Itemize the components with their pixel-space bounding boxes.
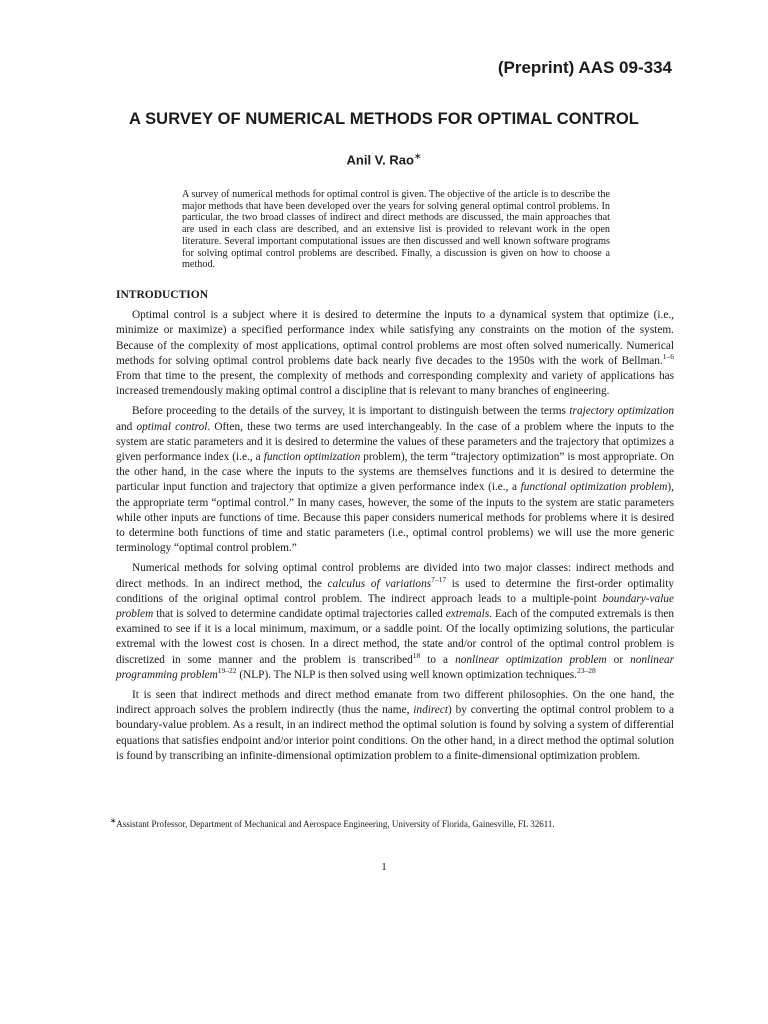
footnote-mark: ∗ bbox=[110, 816, 117, 825]
abstract: A survey of numerical methods for optimal control is given. The objective of the article is to describe the major methods that have been developed over the years for solving general optimal control problems. In particular, the two broad classes of indirect and direct methods are discussed, the main approaches that are used in each class are described, and an extensive list is provided to relevant work in the open literature. Several important computational issues are then discussed and well known software programs for solving optimal control problems are described. Finally, a discussion is given on how to choose a method. bbox=[182, 189, 610, 271]
author-line bbox=[0, 151, 768, 167]
author-name: Anil V. Rao bbox=[346, 152, 414, 168]
p3-term-nonlinear-programming: nonlinear programming problem bbox=[116, 653, 675, 681]
p3-text-g: (NLP). The NLP is then solved using well known optimization techniques. bbox=[236, 668, 577, 681]
preprint-label: (Preprint) AAS 09-334 bbox=[497, 58, 672, 77]
p3-text-e: to a bbox=[420, 653, 456, 666]
p3-term-calculus-of-variations: calculus of variations bbox=[327, 577, 432, 590]
author-footnote-mark: ∗ bbox=[413, 151, 422, 161]
p2-text-e: ), the appropriate term “optimal control.” In many cases, however, the some of the inputs to the system are static parameters while other inputs are functions of time. Because this paper considers numerical methods for problems where it is desired to determine both functions of time and static parameters (i.e., optimal control problems) we will use the more generic terminology “optimal control problem.” bbox=[116, 481, 674, 555]
p4-text-a: It is seen that indirect methods and direct method emanate from two different philosophies. On the one hand, the indirect approach solves the problem indirectly (thus the name, bbox=[116, 689, 674, 717]
p3-citation-2: 18 bbox=[412, 650, 421, 660]
p3-term-boundary-value-problem: boundary-value problem bbox=[116, 592, 674, 621]
p1-text-b: From that time to the present, the complexity of methods and corresponding complexity and variety of applications has increased tremendously making optimal control a discipline that is relevant to many branches of engineering. bbox=[116, 370, 674, 398]
footnote-text: Assistant Professor, Department of Mechanical and Aerospace Engineering, University of Florida, Gainesville, FL 32611. bbox=[116, 819, 555, 829]
paragraph-4 bbox=[116, 688, 674, 764]
p4-text-b: ) by converting the optimal control problem to a boundary-value problem. As a result, in an indirect method the optimal solution is found by solving a system of differential equations that satisfies endpoint and/or interior point conditions. On the other hand, in a direct method the optimal solution is found by transcribing an infinite-dimensional optimization problem to a finite-dimensional optimization problem. bbox=[116, 704, 674, 762]
p3-text-d: . Each of the computed extremals is then examined to see if it is a local minimum, maximum, or a saddle point. Of the locally optimizing solutions, the particular extremal with the lowest cost is chosen. In a direct method, the state and/or control of the optimal control problem is discretized in some manner and the problem is transcribed bbox=[116, 608, 675, 666]
p3-citation-3: 19–22 bbox=[217, 666, 237, 676]
p3-text-b: is used to determine the first-order optimality conditions of the original optimal control problem. The indirect approach leads to a multiple-point bbox=[116, 577, 674, 605]
p3-citation-4: 23–28 bbox=[576, 666, 596, 676]
section-heading-introduction: INTRODUCTION bbox=[116, 289, 209, 301]
p3-term-nonlinear-optimization: nonlinear optimization problem bbox=[455, 653, 607, 666]
paragraph-2 bbox=[116, 404, 674, 556]
p3-text-a: Numerical methods for solving optimal control problems are divided into two major classes: indirect methods and direct methods. In an indirect method, the bbox=[116, 562, 674, 590]
page-number: 1 bbox=[381, 861, 387, 873]
paragraph-1 bbox=[116, 308, 674, 399]
p3-term-extremals: extremals bbox=[445, 608, 490, 621]
p2-term-functional-optimization: functional optimization problem bbox=[520, 481, 668, 494]
p2-text-b: and bbox=[116, 420, 137, 433]
p2-term-trajectory-optimization: trajectory optimization bbox=[569, 405, 674, 418]
body-text bbox=[116, 288, 674, 769]
p2-text-d: problem), the term “trajectory optimization” is most appropriate. On the other hand, in the case where the inputs to the systems are themselves functions and it is desired to determine the particular input function and trajectory that optimize a given performance index (i.e., a bbox=[116, 451, 675, 494]
p2-text-a: Before proceeding to the details of the survey, it is important to distinguish between the terms bbox=[132, 405, 570, 418]
footnote bbox=[110, 816, 680, 829]
paper-title: A SURVEY OF NUMERICAL METHODS FOR OPTIMAL CONTROL bbox=[128, 110, 639, 128]
p3-text-f: or bbox=[606, 653, 631, 666]
p1-text-a: Optimal control is a subject where it is desired to determine the inputs to a dynamical system that optimize (i.e., minimize or maximize) a specified performance index while satisfying any constraints on the motion of the system. Because of the complexity of most applications, optimal control problems are most often solved numerically. Numerical methods for solving optimal control problems date back nearly five decades to the 1950s with the work of Bellman. bbox=[116, 309, 674, 367]
p3-citation-1: 7–17 bbox=[431, 574, 447, 584]
p2-term-function-optimization: function optimization bbox=[263, 451, 361, 464]
p1-citation-1: 1–6 bbox=[662, 352, 674, 362]
p2-term-optimal-control: optimal control bbox=[136, 420, 208, 433]
p4-term-indirect: indirect bbox=[413, 704, 448, 717]
p2-text-c: . Often, these two terms are used interchangeably. In the case of a problem where the inputs to the system are static parameters and it is desired to determine the values of these parameters and the trajectory that optimizes a given performance index (i.e., a bbox=[116, 420, 675, 464]
paragraph-3 bbox=[116, 561, 674, 683]
p3-text-c: that is solved to determine candidate optimal trajectories called bbox=[153, 608, 446, 621]
